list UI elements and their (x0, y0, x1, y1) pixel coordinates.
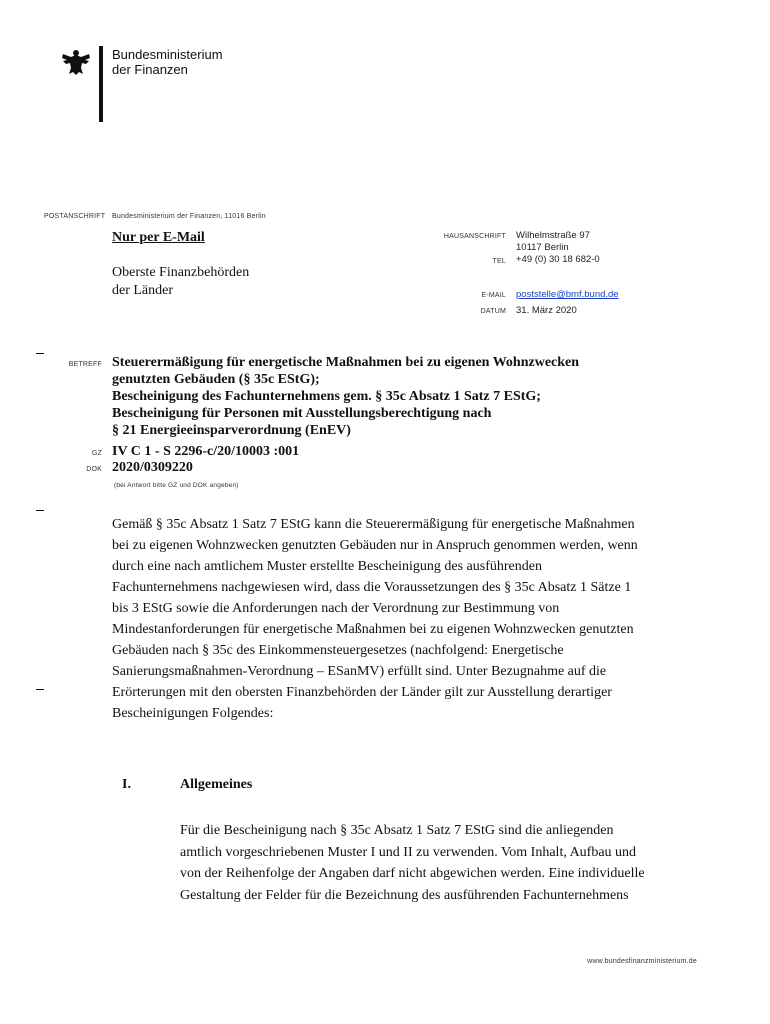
body-line: Gemäß § 35c Absatz 1 Satz 7 EStG kann die Steuerermäßigung für energetische Maßnahmen (112, 517, 635, 532)
date-label: DATUM (480, 308, 506, 315)
postal-address: Bundesministerium der Finanzen, 11016 Berlin (112, 213, 266, 220)
subject-label: BETREFF (68, 361, 102, 368)
recipient-line1: Oberste Finanzbehörden (112, 265, 250, 280)
recipient-line2: der Länder (112, 283, 174, 298)
address (516, 230, 600, 266)
body-line: Fachunternehmens nachgewiesen wird, dass die Voraussetzungen des § 35c Absatz 1 Sätze 1 (112, 580, 632, 595)
address-street: Wilhelmstraße 97 (516, 230, 590, 241)
body-line: durch eine nach amtlichem Muster erstellte Bescheinigung des ausführenden (112, 559, 542, 574)
section-title: Allgemeines (180, 777, 253, 792)
subject-line: genutzten Gebäuden (§ 35c EStG); (112, 372, 320, 387)
body-line: Erörterungen mit den obersten Finanzbehörden der Länder gilt zur Ausstellung derartiger (112, 685, 612, 700)
ministry-name-line2: der Finanzen (112, 62, 188, 77)
tel-label: TEL (492, 258, 506, 265)
body-paragraph (112, 514, 702, 724)
email-label: E-MAIL (481, 292, 506, 299)
section-line: von der Reihenfolge der Angaben darf nicht abgewichen werden. Eine individuelle (180, 866, 645, 881)
body-line: bis 3 EStG sowie die Anforderungen nach der Verordnung zur Bestimmung von (112, 601, 560, 616)
gz-number: IV C 1 - S 2296-c/20/10003 :001 (112, 444, 300, 459)
logo-divider (99, 46, 103, 122)
section-line: Gestaltung der Felder für die Bezeichnung des ausführenden Fachunternehmens (180, 887, 629, 903)
address-city: 10117 Berlin (516, 242, 569, 253)
body-line: Mindestanforderungen für energetische Maßnahmen bei zu eigenen Wohnzwecken genutzten (112, 622, 634, 637)
subject (112, 354, 672, 439)
body-line: Sanierungsmaßnahmen-Verordnung – ESanMV) erfüllt sind. Unter Bezugnahme auf die (112, 664, 607, 679)
ministry-name (112, 47, 223, 77)
recipient (112, 264, 249, 300)
footer-website: www.bundesfinanzministerium.de (587, 958, 697, 965)
federal-eagle-icon (61, 48, 91, 76)
fold-mark-top (36, 353, 44, 354)
subject-line: Steuerermäßigung für energetische Maßnahmen bei zu eigenen Wohnzwecken (112, 355, 580, 370)
section-number: I. (122, 777, 131, 792)
email-link[interactable]: poststelle@bmf.bund.de (516, 289, 619, 300)
body-line: Bescheinigungen Folgendes: (112, 706, 274, 721)
delivery-method: Nur per E-Mail (112, 230, 205, 245)
fold-mark-bottom (36, 689, 44, 690)
telephone: +49 (0) 30 18 682-0 (516, 254, 600, 265)
body-line: Gebäuden nach § 35c des Einkommensteuergesetzes (nachfolgend: Energetische (112, 643, 564, 658)
ministry-name-line1: Bundesministerium (112, 47, 223, 62)
postal-label: POSTANSCHRIFT (44, 213, 106, 220)
subject-line: § 21 Energieeinsparverordnung (EnEV) (112, 423, 351, 438)
section-paragraph (180, 820, 705, 906)
section-line: Für die Bescheinigung nach § 35c Absatz 1 Satz 7 EStG sind die anliegenden (180, 823, 614, 838)
letter-date: 31. März 2020 (516, 305, 577, 316)
dok-number: 2020/0309220 (112, 460, 193, 475)
section-line: amtlich vorgeschriebenen Muster I und II zu verwenden. Vom Inhalt, Aufbau und (180, 844, 637, 860)
body-line: bei zu eigenen Wohnzwecken genutzten Gebäuden nur in Anspruch genommen werden, wenn (112, 538, 638, 553)
gz-label: GZ (91, 450, 102, 457)
subject-line: Bescheinigung für Personen mit Ausstellungsberechtigung nach (112, 406, 492, 421)
subject-line: Bescheinigung des Fachunternehmens gem. § 35c Absatz 1 Satz 7 EStG; (112, 389, 541, 404)
reference-note: (bei Antwort bitte GZ und DOK angeben) (114, 482, 239, 489)
address-label: HAUSANSCHRIFT (443, 233, 506, 240)
punch-mark (36, 510, 44, 511)
dok-label: DOK (86, 466, 102, 473)
